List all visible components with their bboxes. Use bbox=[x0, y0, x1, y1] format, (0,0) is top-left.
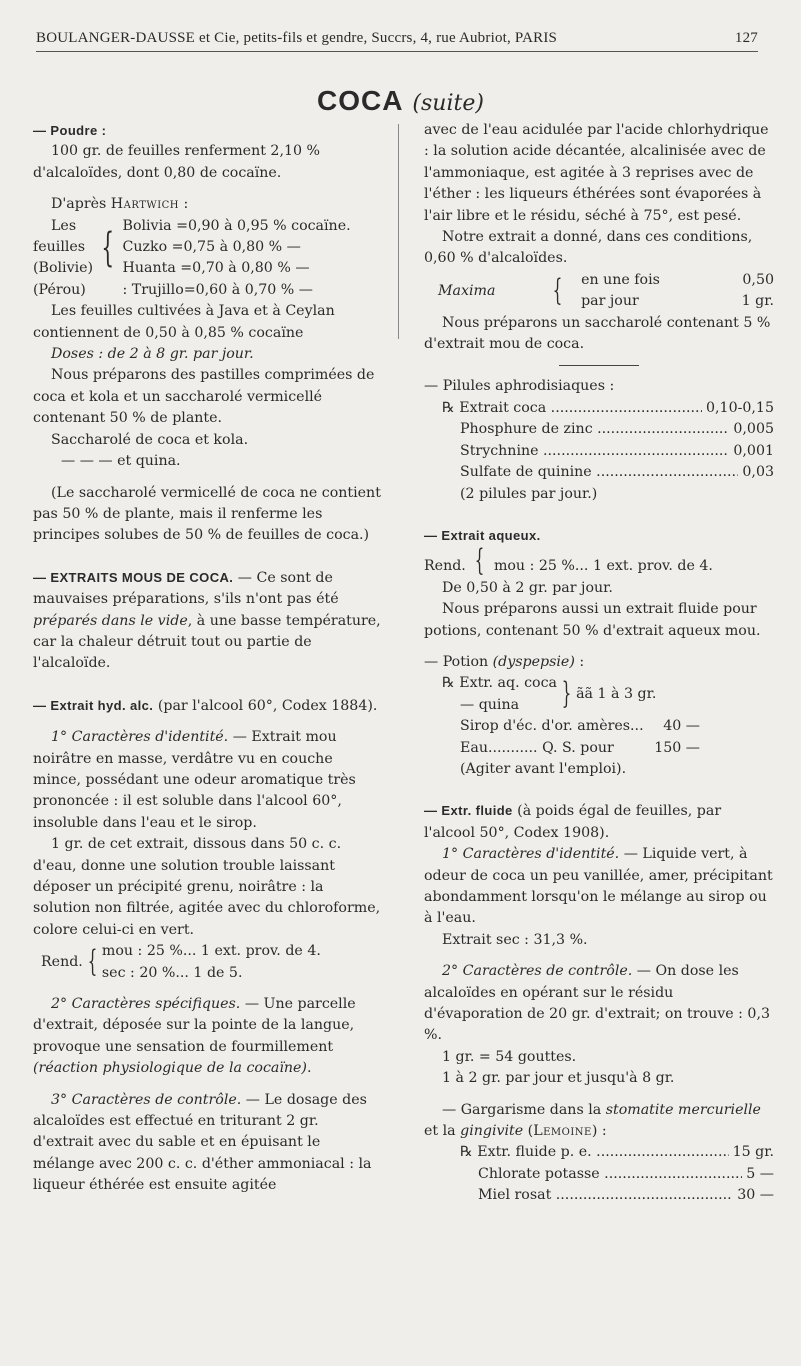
saccharole-paragraph: Nous préparons un saccharolé contenant 5 % d'extrait mou de coca. bbox=[424, 314, 771, 353]
gouttes-line: 1 gr. = 54 gouttes. bbox=[442, 1048, 577, 1065]
gargarisme-value: 5 — bbox=[746, 1165, 774, 1182]
aqueux-heading: — Extrait aqueux. bbox=[424, 527, 541, 543]
fluide-identity-label: 1° Caractères d'identité. bbox=[442, 846, 620, 863]
gargarisme-italic-1: stomatite mercurielle bbox=[605, 1101, 761, 1118]
title-main: COCA bbox=[317, 85, 404, 116]
extraits-paragraph bbox=[33, 567, 381, 675]
pilules-item: ℞ Extrait coca ..... bbox=[442, 398, 702, 419]
gargarisme-item: ℞ Extr. fluide p. e. ..... bbox=[460, 1142, 729, 1163]
maxima-table bbox=[424, 270, 774, 313]
extraits-text-italic: préparés dans le vide bbox=[33, 612, 188, 629]
pilules-heading: — Pilules aphrodisiaques : bbox=[424, 378, 615, 395]
potion-table bbox=[442, 673, 656, 716]
extraits-heading: — EXTRAITS MOUS DE COCA. bbox=[33, 569, 234, 585]
fluide-control-label: 2° Caractères de contrôle. bbox=[442, 963, 633, 980]
brace: { bbox=[101, 224, 115, 271]
feuilles-row: Bolivia =0,90 à 0,95 % cocaïne. bbox=[122, 217, 351, 234]
saccharole-line-1: Saccharolé de coca et kola. bbox=[51, 431, 249, 448]
doses-line: Doses : de 2 à 8 gr. par jour. bbox=[51, 346, 254, 363]
maxima-row-value: 0,50 bbox=[742, 271, 774, 288]
aqueux-rend-line bbox=[424, 543, 774, 579]
gargarisme-item: Miel rosat ..... bbox=[478, 1185, 733, 1206]
brace: { bbox=[475, 543, 485, 579]
result-paragraph: Notre extrait a donné, dans ces conditions, 0,60 % d'alcaloïdes. bbox=[424, 229, 753, 267]
hartwich-suffix: : bbox=[183, 196, 189, 213]
maxima-row-label: en une fois bbox=[581, 271, 660, 288]
gargarisme-item: Chlorate potasse ..... bbox=[478, 1164, 742, 1185]
potion-heading-italic: (dyspepsie) bbox=[492, 653, 575, 670]
fluide-identity bbox=[424, 844, 774, 930]
hyd-paragraph bbox=[33, 695, 381, 717]
potion-value: 150 — bbox=[654, 739, 700, 756]
feuilles-label-1: Les bbox=[51, 217, 77, 234]
specific-label: 2° Caractères spécifiques. bbox=[51, 996, 241, 1013]
feuilles-row: Huanta =0,70 à 0,80 % — bbox=[122, 260, 310, 277]
gram-paragraph: 1 gr. de cet extrait, dissous dans 50 c. c. d'eau, donne une solution trouble laissant déposer un précipité grenu, noirâtre : la solution non filtrée, agitée avec du chloroforme, colore celui-ci en vert. bbox=[33, 836, 381, 938]
control-text: — Le dosage des alcaloïdes est effectué en triturant 2 gr. d'extrait avec du sable et en épuisant le mélange avec 200 c. c. d'éther ammoniacal : la liqueur éthérée est ensuite agitée bbox=[33, 1091, 372, 1194]
potion-heading-b: : bbox=[574, 653, 585, 670]
pilules-item: Strychnine ..... bbox=[460, 441, 729, 462]
fluide-control-text: — On dose les alcaloïdes en opérant sur le résidu d'évaporation de 20 gr. d'extrait; on trouve : 0,3 %. bbox=[424, 963, 770, 1044]
potion-item: ℞ Extr. aq. coca bbox=[442, 675, 557, 692]
potion-dose: ãã 1 à 3 gr. bbox=[576, 686, 657, 703]
maxima-label: Maxima bbox=[438, 282, 496, 299]
potion-item: Sirop d'éc. d'or. amères... bbox=[460, 718, 644, 735]
brace: { bbox=[552, 272, 563, 308]
hartwich-line bbox=[33, 194, 381, 215]
hartwich-prefix: D'après bbox=[51, 196, 107, 213]
feuilles-row: Cuzko =0,75 à 0,80 % — bbox=[122, 239, 301, 256]
potion-item: Eau........... Q. S. pour bbox=[460, 739, 614, 756]
gargarisme-text-d: ) : bbox=[591, 1123, 607, 1140]
saccharole-note: (Le saccharolé vermicellé de coca ne contient pas 50 % de plante, mais il renferme les principes solubes de 50 % de feuilles de coca.) bbox=[33, 484, 381, 544]
title-suffix: (suite) bbox=[412, 91, 484, 116]
potion-item: — quina bbox=[460, 696, 520, 713]
gargarisme-author: Lemoine bbox=[533, 1123, 592, 1140]
pilules-item: Phosphure de zinc ..... bbox=[460, 419, 729, 440]
pilules-item: Sulfate de quinine ..... bbox=[460, 462, 738, 483]
feuilles-label-4: (Pérou) bbox=[33, 281, 86, 298]
fluide-identity-text: — Liquide vert, à odeur de coca un peu vanillée, amer, précipitant abondamment lorsqu'on le mélange au sirop ou à l'eau. bbox=[424, 846, 773, 927]
rend-row: mou : 25 %... 1 ext. prov. de 4. bbox=[101, 943, 321, 960]
identity-paragraph bbox=[33, 727, 381, 834]
pilules-value: 0,10-0,15 bbox=[706, 399, 774, 416]
pilules-value: 0,03 bbox=[742, 464, 774, 481]
aqueux-paragraph: Nous préparons aussi un extrait fluide pour potions, contenant 50 % d'extrait aqueux mou. bbox=[424, 601, 761, 639]
maxima-row-value: 1 gr. bbox=[741, 293, 774, 310]
pilules-row bbox=[424, 462, 774, 483]
potion-value: 40 — bbox=[663, 718, 700, 735]
poudre-heading: — Poudre : bbox=[33, 123, 107, 138]
potion-row bbox=[424, 738, 700, 759]
fluide-heading: — Extr. fluide bbox=[424, 803, 513, 819]
feuilles-label-3: (Bolivie) bbox=[33, 260, 94, 277]
left-column bbox=[33, 120, 381, 1197]
identity-text: — Extrait mou noirâtre en masse, verdâtre vu en couche mince, possédant une odeur aromatique très prononcée : il est soluble dans l'alcool 60°, insoluble dans l'eau et le sirop. bbox=[33, 729, 356, 831]
brace: } bbox=[561, 676, 572, 712]
specific-text-b: . bbox=[306, 1060, 312, 1077]
specific-paragraph bbox=[33, 994, 381, 1080]
feuilles-table bbox=[33, 216, 351, 302]
pastilles-paragraph: Nous préparons des pastilles comprimées de coca et kola et un saccharolé vermicellé contenant 50 % de plante. bbox=[33, 367, 375, 427]
feuilles-row: : Trujillo=0,60 à 0,70 % — bbox=[122, 281, 313, 298]
gargarisme-text-c: ( bbox=[523, 1123, 534, 1140]
running-head-text: BOULANGER-DAUSSE et Cie, petits-fils et gendre, Succrs, 4, rue Aubriot, PARIS bbox=[36, 30, 558, 46]
gargarisme-heading bbox=[424, 1100, 774, 1143]
pilules-value: 0,001 bbox=[733, 442, 774, 459]
potion-note: (Agiter avant l'emploi). bbox=[460, 760, 627, 777]
gargarisme-row bbox=[424, 1185, 774, 1206]
pilules-row bbox=[424, 398, 774, 419]
fluide-dose: 1 à 2 gr. par jour et jusqu'à 8 gr. bbox=[442, 1070, 675, 1087]
extraits-text-a: — Ce sont de mauvaises préparations, s'ils n'ont pas été bbox=[33, 569, 339, 608]
pilules-row bbox=[424, 419, 774, 440]
hyd-heading: — Extrait hyd. alc. bbox=[33, 697, 154, 713]
control-label: 3° Caractères de contrôle. bbox=[51, 1091, 242, 1108]
poudre-paragraph: 100 gr. de feuilles renferment 2,10 % d'alcaloïdes, dont 0,80 de cocaïne. bbox=[33, 143, 321, 181]
fluide-control bbox=[424, 961, 774, 1047]
rend-row: sec : 20 %... 1 de 5. bbox=[101, 964, 243, 981]
identity-label: 1° Caractères d'identité. bbox=[51, 729, 229, 746]
aqueux-rend-label: Rend. bbox=[424, 558, 466, 575]
extraits-text-b: , à une basse température, car la chaleur détruit tout ou partie de l'alcaloïde. bbox=[33, 612, 381, 672]
java-paragraph: Les feuilles cultivées à Java et à Ceylan contiennent de 0,50 à 0,85 % cocaïne bbox=[33, 303, 335, 341]
gargarisme-row bbox=[424, 1164, 774, 1185]
brace: { bbox=[87, 943, 98, 979]
control-paragraph bbox=[33, 1090, 381, 1197]
fluide-sec: Extrait sec : 31,3 %. bbox=[442, 931, 588, 948]
continuation-paragraph: avec de l'eau acidulée par l'acide chlorhydrique : la solution acide décantée, alcalinisée avec de l'ammoniaque, est agitée à 3 reprises avec de l'éther : les liqueurs éthérées sont évaporées à l'air libre et le résidu, séché à 75°, est pesé. bbox=[424, 122, 769, 224]
maxima-row-label: par jour bbox=[581, 293, 639, 310]
fluide-paragraph bbox=[424, 800, 774, 844]
rend-label: Rend. bbox=[41, 953, 83, 970]
pilules-row bbox=[424, 441, 774, 462]
right-column bbox=[424, 120, 774, 1207]
potion-row bbox=[424, 716, 700, 737]
hyd-text: (par l'alcool 60°, Codex 1884). bbox=[153, 697, 378, 714]
specific-text-italic: (réaction physiologique de la cocaïne) bbox=[33, 1060, 307, 1077]
aqueux-rend-text: mou : 25 %... 1 ext. prov. de 4. bbox=[493, 558, 713, 575]
gargarisme-italic-2: gingivite bbox=[460, 1123, 524, 1140]
fluide-text: (à poids égal de feuilles, par l'alcool 50°, Codex 1908). bbox=[424, 803, 722, 841]
rend-table bbox=[33, 941, 321, 984]
saccharole-line-2: — — — et quina. bbox=[61, 453, 181, 470]
specific-text-a: — Une parcelle d'extrait, déposée sur la pointe de la langue, provoque une sensation de fourmillement bbox=[33, 996, 356, 1055]
gargarisme-value: 30 — bbox=[737, 1187, 774, 1204]
gargarisme-text-a: — Gargarisme dans la bbox=[442, 1101, 606, 1118]
page-number: 127 bbox=[734, 30, 758, 46]
running-head bbox=[36, 30, 758, 52]
pilules-value: 0,005 bbox=[733, 421, 774, 438]
gargarisme-text-b: et la bbox=[424, 1123, 461, 1140]
gargarisme-row bbox=[424, 1142, 774, 1163]
page-title bbox=[0, 84, 801, 117]
aqueux-dose: De 0,50 à 2 gr. par jour. bbox=[442, 579, 613, 596]
column-divider bbox=[398, 124, 399, 339]
potion-heading bbox=[424, 652, 774, 673]
section-divider bbox=[559, 365, 639, 366]
pilules-note: (2 pilules par jour.) bbox=[460, 485, 598, 502]
gargarisme-value: 15 gr. bbox=[732, 1144, 774, 1161]
potion-heading-a: — Potion bbox=[424, 653, 493, 670]
hartwich-name: Hartwich bbox=[110, 196, 180, 213]
feuilles-label-2: feuilles bbox=[33, 239, 86, 256]
